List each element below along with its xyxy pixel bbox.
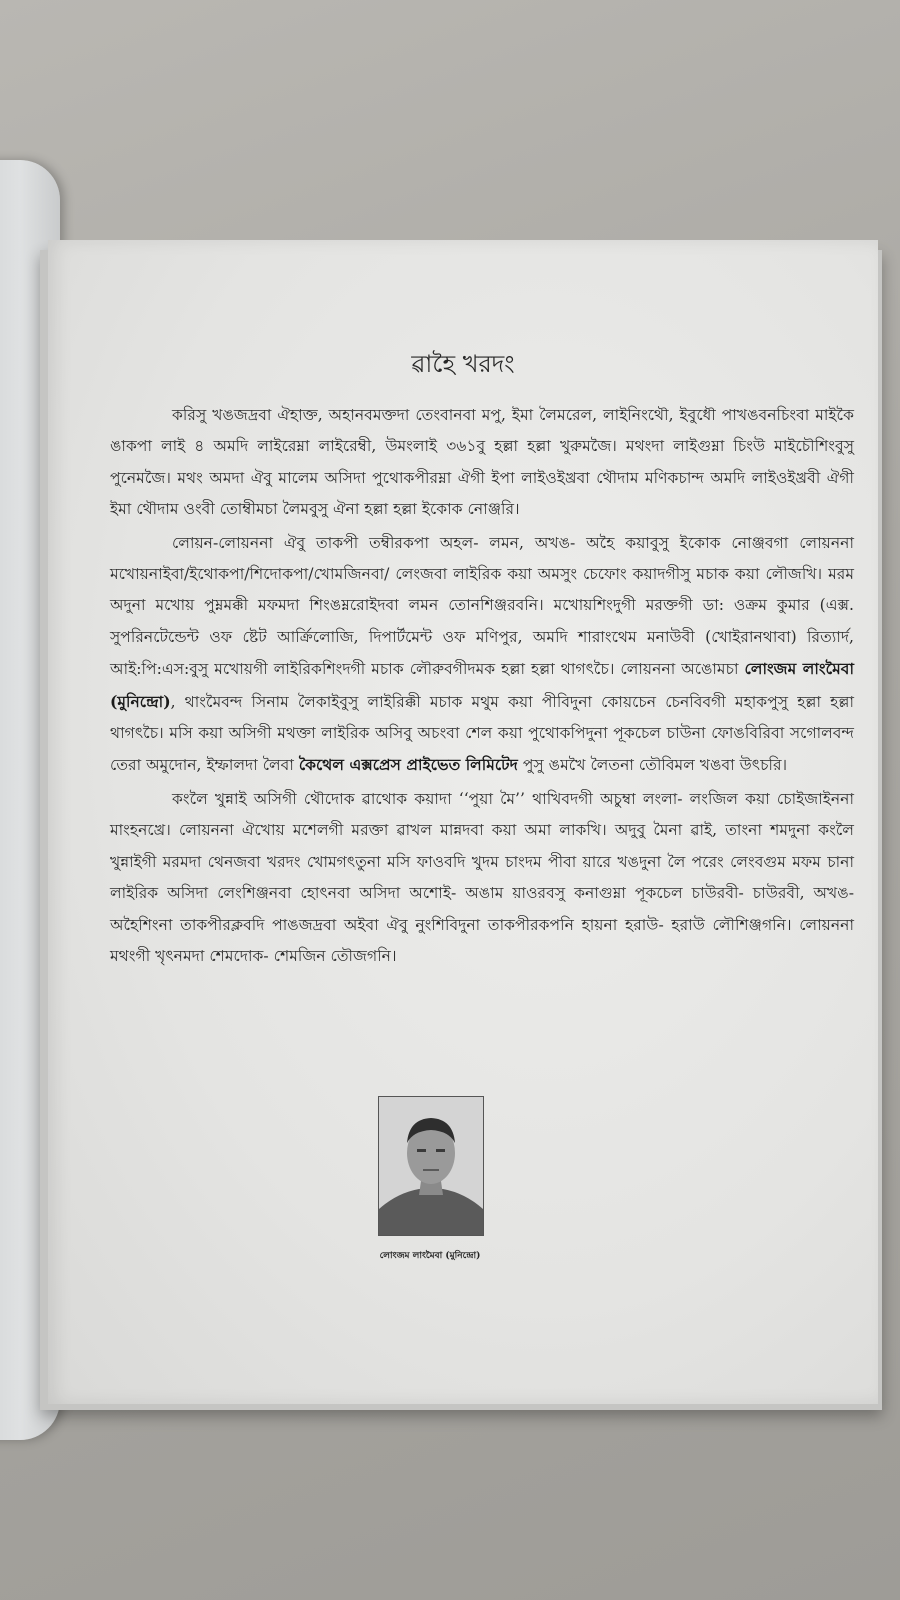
text-segment: লোয়ন-লোয়ননা ঐবু তাকপী তম্বীরকপা অহল- লমন, অখঙ- অহৈ কয়াবুসু ইকোক নোঞ্জবগা লোয়ননা মখোয়নাইবা/ইথোকপা/শিদোকপা/খোমজিনবা/ লেংজবা লাইরিক কয়া অমসুং চেফোং কয়াদগীসু মচাক কয়া লৌজখি। মরম অদুনা মখোয় পুম্নমক্কী মফমদা শিংঙম্নরোইদবা লমন তোনশিঞ্জরবনি। মখোয়শিংদুগী মরক্তগী ডা: ওক্রম কুমার (এক্স. সুপরিনটেন্ডেন্ট ওফ ষ্টেট আর্ক্রিলোজি, দিপার্টমেন্ট ওফ মণিপুর, অমদি শারাংথেম মনাউবী (খোইরানথাবা) রিত্যার্দ, আই:পি:এস:বুসু মখোয়গী লাইরিকশিংদগী মচাক লৌরুবগীদমক হল্লা হল্লা থাগৎচৈ। লোয়ননা অঙোমচা bbox=[110, 533, 854, 679]
person-portrait-icon bbox=[379, 1097, 483, 1235]
author-photo bbox=[378, 1096, 484, 1236]
body-text bbox=[110, 400, 854, 974]
book-page bbox=[48, 240, 878, 1404]
bold-text-segment: লোংজম লাংমৈবা (মুনিন্দ্রো) bbox=[110, 659, 855, 711]
paragraph bbox=[110, 528, 854, 782]
bold-text-segment: কৈথেল এক্সপ্রেস প্রাইভেত লিমিটেদ bbox=[298, 755, 518, 775]
text-segment: পুসু ঙমখৈ লৈতনা তৌবিমল খঙবা উৎচরি। bbox=[517, 756, 788, 775]
paragraph bbox=[110, 400, 854, 526]
photo-caption: লোংজম লাংমৈবা (মুনিন্দ্রো) bbox=[379, 1251, 481, 1261]
text-segment: , থাংমৈবন্দ সিনাম লৈকাইবুসু লাইরিক্কী মচাক মথুম কয়া পীবিদুনা কোয়চেন চেনবিবগী মহাকপুসু হল্লা হল্লা থাগৎচৈ। মসি কয়া অসিগী মথক্তা লাইরিক অসিবু অচংবা শেল কয়া পুথোকপিদুনা পূকচেল চাউনা ফোঙবিরিবা সগোলবন্দ তেরা অমুদোন, ইম্ফালদা লৈবা bbox=[110, 692, 854, 775]
paragraph bbox=[110, 784, 854, 972]
text-segment: করিসু খঙজদ্রবা ঐহাক্ত, অহানবমক্তদা তেংবানবা মপু, ইমা লৈমরেল, লাইনিংথৌ, ইবুধৌ পাখঙবনচিংবা মাইকৈ ঙাকপা লাই ৪ অমদি লাইরেম্না লাইরেম্বী, উমংলাই ৩৬১বু হল্লা হল্লা খুরুমজৈ। মথংদা লাইগুম্না চিংউ মাইচৌশিংবুসু পুনেমজৈ। মথং অমদা ঐবু মালেম অসিদা পুথোকপীরম্না ঐগী ইপা লাইওইখ্রবা থৌদাম মণিকচান্দ অমদি লাইওইখ্রবী ঐগী ইমা থৌদাম ওংবী তোম্বীমচা লৈমবুসু ঐনা হল্লা হল্লা ইকোক নোঞ্জরি। bbox=[110, 406, 854, 519]
text-segment: কংলৈ খুন্নাই অসিগী থৌদোক ৱাথোক কয়াদা ‘‘পুয়া মৈ’’ থাখিবদগী অচুম্বা লংলা- লংজিল কয়া চোইজাইননা মাংহনখ্রে। লোয়ননা ঐখোয় মশেলগী মরক্তা ৱাখল মান্নদবা কয়া অমা লাকখি। অদুবু মৈনা ৱাই, তাংনা শমদুনা কংলৈ খুন্নাইগী মরমদা থেনজবা খরদং খোমগৎতুনা মসি ফাওবদি খুদম চাংদম পীবা য়ারে খঙদুনা লৈ পরেং লেংবগুম মফম চানা লাইরিক অসিদা লেংশিঞ্জনবা হোৎনবা অসিদা অশোই- অঙাম য়াওরবসু কনাগুম্না পূকচেল চাউরবী- চাউরবী, অখঙ- অহৈশিংনা তাকপীরক্লবদি পাঙজদ্রবা অইবা ঐবু নুংশিবিদুনা তাকপীরকপনি হায়না হরাউ- হরাউ লৌশিঞ্জগনি। লোয়ননা মথংগী খৃৎনমদা শেমদোক- শেমজিন তৌজগনি। bbox=[110, 789, 854, 965]
page-title: ৱাহৈ খরদং bbox=[411, 350, 515, 378]
